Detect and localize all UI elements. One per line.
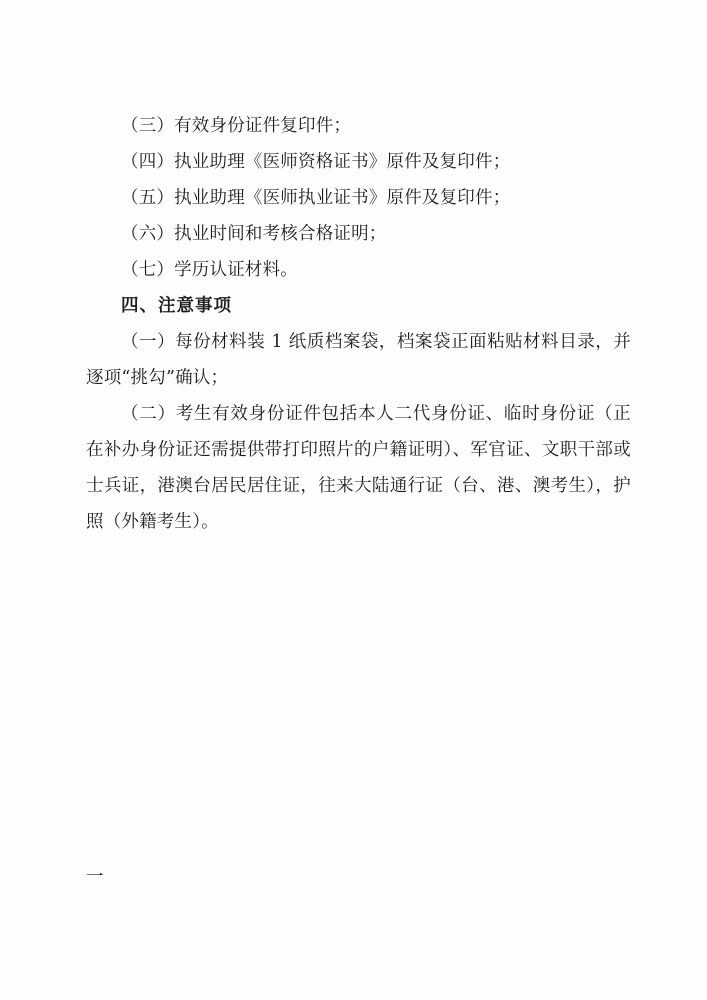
document-body (86, 108, 631, 540)
list-item: （五）执业助理《医师执业证书》原件及复印件； (121, 188, 511, 208)
note-paragraph: （二）考生有效身份证件包括本人二代身份证、临时身份证（正在补办身份证还需提供带打印照片的户籍证明）、军官证、文职干部或士兵证，港澳台居民居住证，往来大陆通行证（台、港、澳考生），护照（外籍考生）。 (86, 404, 631, 532)
list-item: （六）执业时间和考核合格证明； (121, 224, 387, 244)
section-heading: 四、注意事项 (121, 296, 232, 316)
note-paragraph: （一）每份材料装 1 纸质档案袋，档案袋正面粘贴材料目录，并逐项“挑勾”确认； (86, 332, 631, 388)
list-item: （七）学历认证材料。 (121, 260, 298, 280)
page-mark: 一 (86, 867, 105, 887)
list-item: （三）有效身份证件复印件； (121, 116, 352, 136)
list-item: （四）执业助理《医师资格证书》原件及复印件； (121, 152, 511, 172)
